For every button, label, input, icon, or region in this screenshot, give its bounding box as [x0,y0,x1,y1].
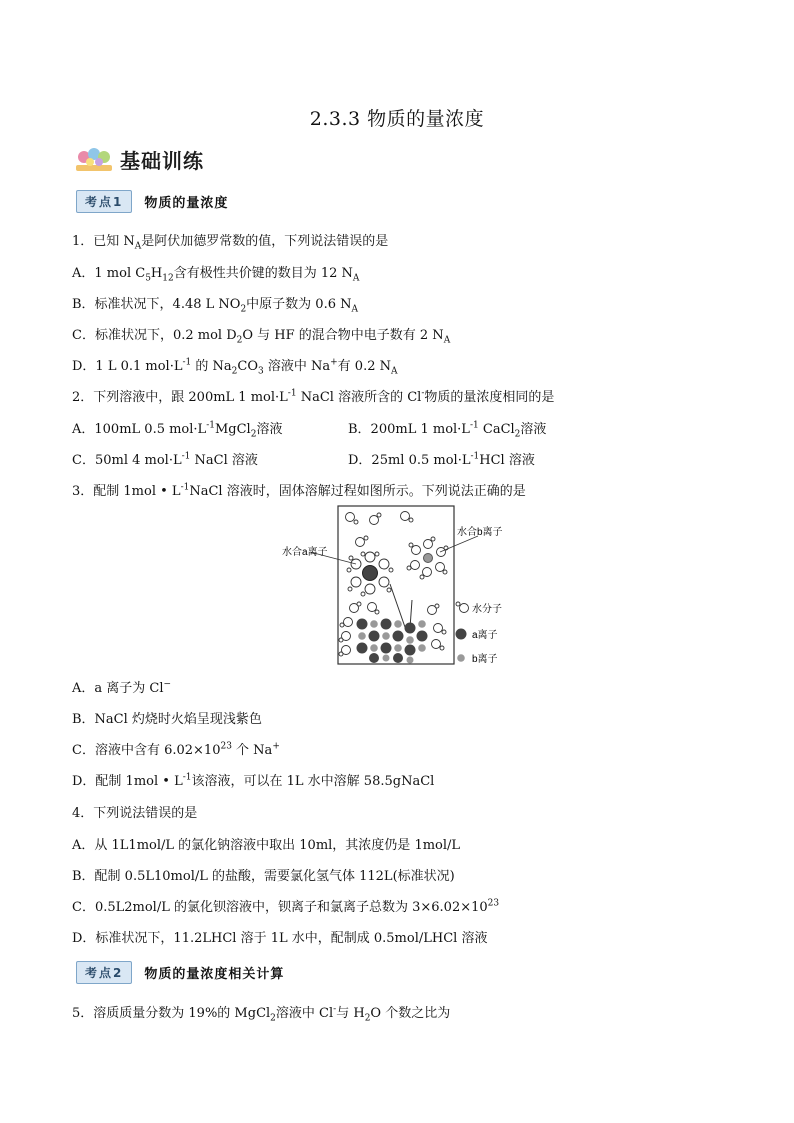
page-title: 2.3.3 物质的量浓度 [309,108,485,130]
question-5-stem: 5．溶质质量分数为 19%的 MgCl$_2$溶液中 Cl-与 $H_2O$ 个数之比为 [72,1004,451,1024]
question-4-option-a: A．从 1L1mol/L 的氯化钠溶液中取出 10ml，其浓度仍是 1mol/L [72,838,461,853]
section-banner [74,142,204,176]
legend-b-ion: b离子 [472,654,498,665]
section-header-1 [76,190,228,213]
label-hydrated-b: 水合b离子 [457,527,503,538]
section-header-2 [76,961,284,984]
question-2-option-a: A．100mL 0.5 $mol\cdot L^{-1}MgCl_2$溶液 [72,420,283,440]
question-3-option-c: C．溶液中含有 $6.02\times 10^{23}$ 个 Na+ [72,741,280,758]
question-2-option-d: D．25ml 0.5 $mol\cdot L^{-1}HCl$ 溶液 [348,451,535,468]
question-4-option-c: C．0.5L2mol/L 的氯化钡溶液中，钡离子和氯离子总数为 $3\times 6.02\times 10^{23}$ [72,898,500,915]
banner-title: 基础训练 [120,148,204,173]
question-3-option-d: D．配制 1mol • $L^{-1}$该溶液，可以在 1L 水中溶解 58.5gNaCl [72,772,435,789]
diagram-legend [456,602,469,662]
question-4-option-b: B．配制 0.5L10mol/L 的盐酸，需要氯化氢气体 112L(标准状况) [72,869,455,884]
colored-balls-icon [74,143,116,175]
legend-a-ion: a离子 [472,630,498,641]
hydrated-b-ion [407,537,448,579]
question-2-stem: 2．下列溶液中，跟 200mL 1 $mol\cdot L^{-1}$ NaCl 溶液所含的 Cl-物质的量浓度相同的是 [72,388,555,405]
question-4-stem: 4．下列说法错误的是 [72,806,198,821]
question-2-option-b: B．200mL 1 $mol\cdot L^{-1}$ CaCl$_2$溶液 [348,420,547,440]
dissolution-diagram-svg [280,504,520,668]
question-1-option-d: D．1 L 0.1 $mol\cdot L^{-1}$ 的 $Na_2CO_3$ 溶液中 Na+有 0.2 $N_A$ [72,357,398,377]
label-hydrated-a: 水合a离子 [282,547,328,558]
section-title: 物质的量浓度相关计算 [144,967,285,982]
question-2-option-c: C．50ml 4 $mol\cdot L^{-1}$ NaCl 溶液 [72,451,258,468]
question-1-option-b: B．标准状况下，4.48 L $NO_2$中原子数为 0.6 $N_A$ [72,297,358,315]
question-3-option-a: A．a 离子为 Cl− [72,679,172,696]
question-1-option-a: A．1 mol $C_5H_{12}$含有极性共价键的数目为 12 $N_A$ [72,266,360,284]
section-badge: 考点2 [76,961,132,984]
question-1-stem: 1．已知 $N_A$是阿伏加德罗常数的值，下列说法错误的是 [72,234,389,252]
nacl-lattice [357,619,428,664]
dissolution-diagram [280,504,520,668]
question-3-option-b: B．NaCl 灼烧时火焰呈现浅紫色 [72,712,262,727]
hydrated-a-ion [347,552,393,596]
section-title: 物质的量浓度 [144,196,229,211]
question-1-option-c: C．标准状况下，0.2 mol $D_2O$ 与 HF 的混合物中电子数有 2 $N_A$ [72,328,451,346]
legend-water: 水分子 [472,604,502,615]
section-badge: 考点1 [76,190,132,213]
question-4-option-d: D．标准状况下，11.2LHCl 溶于 1L 水中，配制成 0.5mol/LHCl 溶液 [72,931,488,946]
question-3-stem: 3．配制 1mol • $L^{-1}NaCl$ 溶液时，固体溶解过程如图所示。下列说法正确的是 [72,482,526,499]
